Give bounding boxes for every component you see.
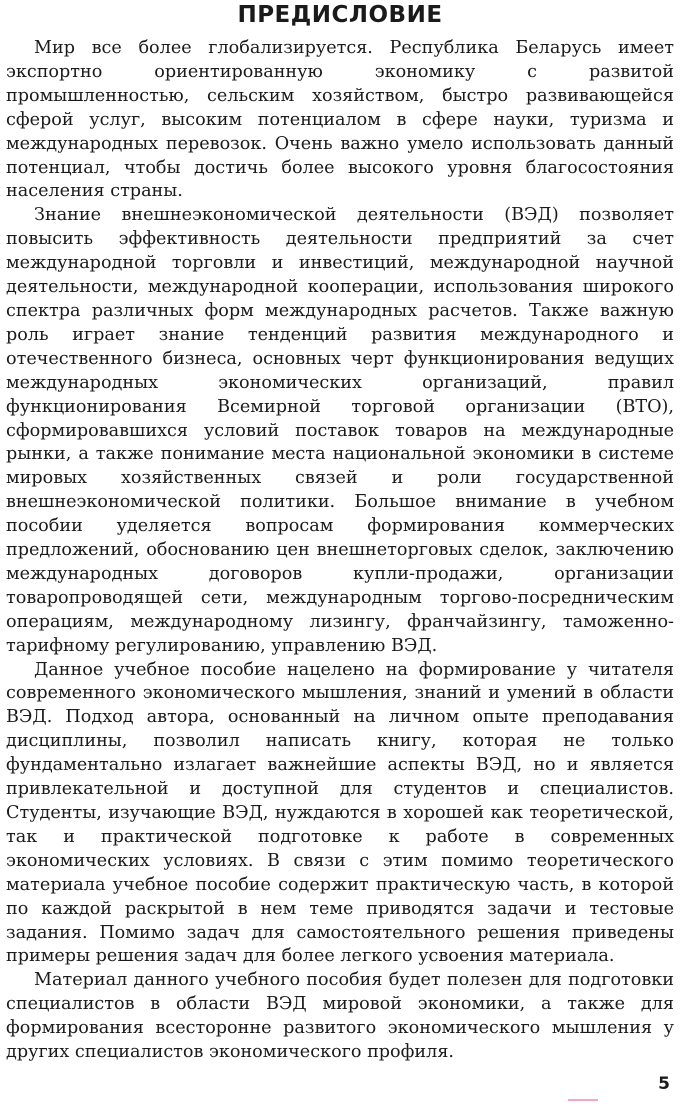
page-title: ПРЕДИСЛОВИЕ	[237, 2, 443, 28]
paragraph-2: Знание внешнеэкономической деятельности (ВЭД) позволяет повысить эффективность деятельности предприятий за счет международной торговли и инвестиций, международной научной деятельности, международной кооперации, использования широкого спектра различных форм международных расчетов. Также важную роль играет знание тенденций развития международного и отечественного бизнеса, основных черт функционирования ведущих международных экономических организаций, правил функционирования Всемирной торговой организации (ВТО), сформировавшихся условий поставок товаров на международные рынки, а также понимание места национальной экономики в системе мировых хозяйственных связей и роли государственной внешнеэкономической политики. Большое внимание в учебном пособии уделяется вопросам формирования коммерческих предложений, обоснованию цен внешнеторговых сделок, заключению международных договоров купли-продажи, организации товаропроводящей сети, международным торгово-посредническим операциям, международному лизингу, франчайзингу, таможенно-тарифному регулированию, управлению ВЭД.	[6, 205, 674, 656]
preface-body	[6, 37, 674, 1065]
paragraph-3: Данное учебное пособие нацелено на формирование у читателя современного экономического мышления, знаний и умений в области ВЭД. Подход автора, основанный на личном опыте преподавания дисциплины, позволил написать книгу, которая не только фундаментально излагает важнейшие аспекты ВЭД, но и является привлекательной и доступной для студентов и специалистов. Студенты, изучающие ВЭД, нуждаются в хорошей как теоретической, так и практической подготовке к работе в современных экономических условиях. В связи с этим помимо теоретического материала учебное пособие содержит практическую часть, в которой по каждой раскрытой в нем теме приводятся задачи и тестовые задания. Помимо задач для самостоятельного решения приведены примеры решения задач для более легкого усвоения материала.	[6, 659, 674, 967]
page-number: 5	[658, 1074, 670, 1094]
paragraph-1: Мир все более глобализируется. Республика Беларусь имеет экспортно ориентированную экономику с развитой промышленностью, сельским хозяйством, быстро развивающейся сферой услуг, высоким потенциалом в сфере науки, туризма и международных перевозок. Очень важно умело использовать данный потенциал, чтобы достичь более высокого уровня благосостояния населения страны.	[6, 38, 674, 202]
paragraph-4: Материал данного учебного пособия будет полезен для подготовки специалистов в области ВЭД мировой экономики, а также для формирования всесторонне развитого экономического мышления у других специалистов экономического профиля.	[6, 970, 674, 1063]
footer-decoration	[568, 1099, 598, 1101]
